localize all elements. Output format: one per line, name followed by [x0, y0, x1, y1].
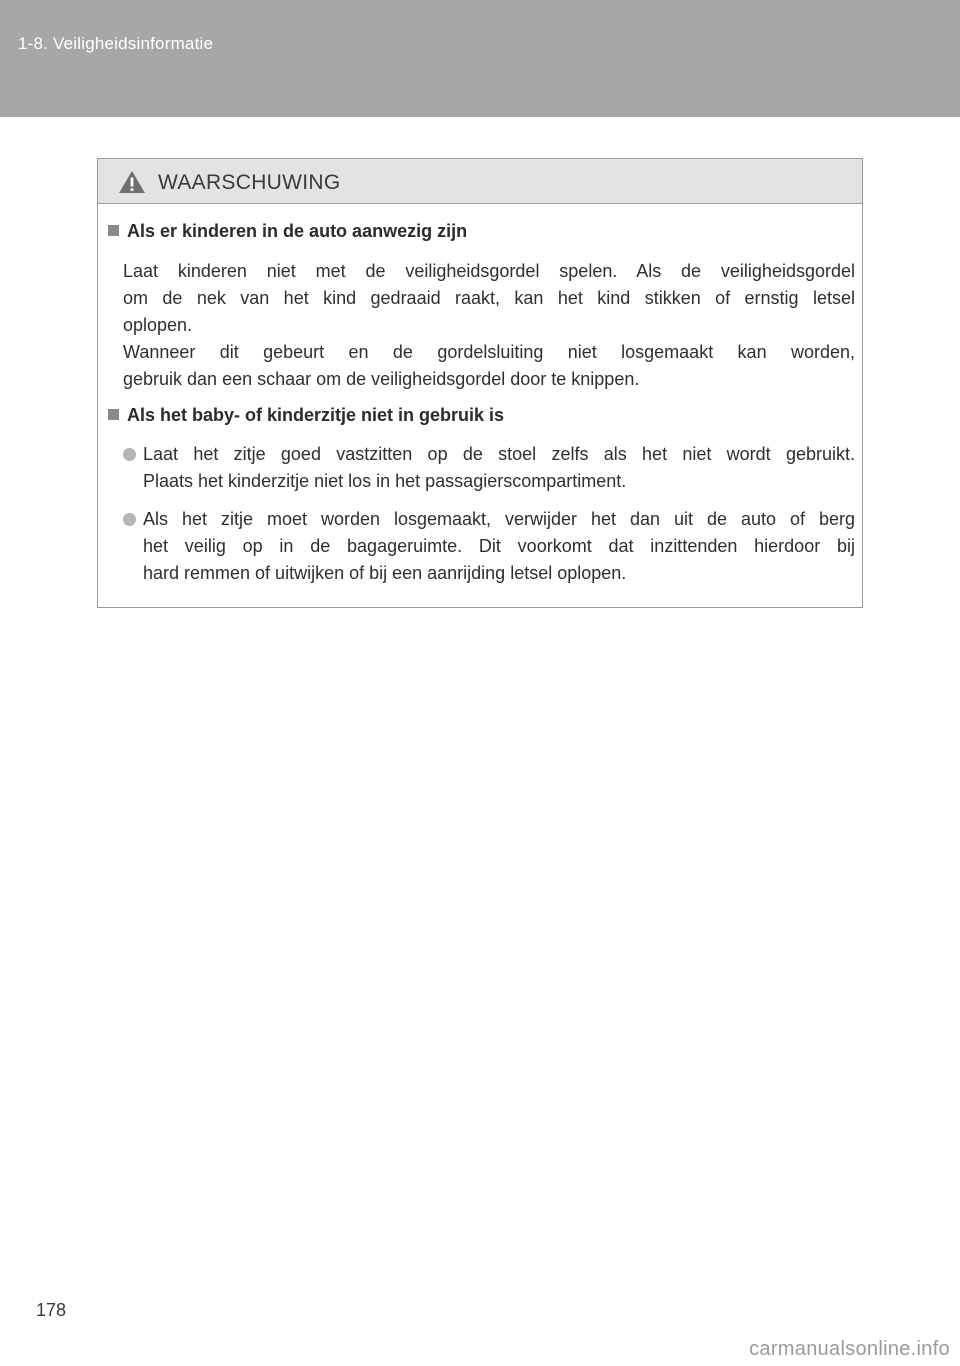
watermark: carmanualsonline.info [749, 1338, 950, 1360]
warning-triangle-icon [118, 170, 146, 194]
list-item-line: het veilig op in de bagageruimte. Dit voorkomt dat inzittenden hierdoor bij [143, 536, 855, 556]
page-number: 178 [36, 1300, 67, 1320]
list-item [123, 506, 855, 587]
section-heading-seat-not-in-use [108, 405, 504, 426]
list-item-line: Als het zitje moet worden losgemaakt, verwijder het dan uit de auto of berg [143, 509, 855, 529]
list-item-line: Plaats het kinderzitje niet los in het passagierscompartiment. [143, 471, 627, 491]
square-bullet-icon [108, 225, 119, 236]
section-heading-text: Als er kinderen in de auto aanwezig zijn [127, 221, 468, 241]
list-item [123, 441, 855, 495]
warning-title: WAARSCHUWING [158, 171, 341, 194]
paragraph-line: Wanneer dit gebeurt en de gordelsluiting niet losgemaakt kan worden, [123, 342, 855, 362]
list-item-line: hard remmen of uitwijken of bij een aanrijding letsel oplopen. [143, 563, 627, 583]
paragraph-line: gebruik dan een schaar om de veiligheidsgordel door te knippen. [123, 369, 640, 389]
paragraph-line: Laat kinderen niet met de veiligheidsgordel spelen. Als de veiligheidsgordel [123, 261, 855, 281]
circle-bullet-icon [123, 513, 136, 526]
circle-bullet-icon [123, 448, 136, 461]
section-title: 1-8. Veiligheidsinformatie [18, 34, 214, 53]
list-item-line: Laat het zitje goed vastzitten op de stoel zelfs als het niet wordt gebruikt. [143, 444, 855, 464]
paragraph-children-present [123, 258, 855, 393]
section-heading-text: Als het baby- of kinderzitje niet in gebruik is [127, 405, 505, 425]
paragraph-line: oplopen. [123, 315, 193, 335]
header-band [0, 0, 960, 117]
section-heading-children-present [108, 221, 467, 242]
square-bullet-icon [108, 409, 119, 420]
paragraph-line: om de nek van het kind gedraaid raakt, kan het kind stikken of ernstig letsel [123, 288, 855, 308]
warning-box [97, 158, 863, 608]
warning-header [98, 159, 862, 204]
